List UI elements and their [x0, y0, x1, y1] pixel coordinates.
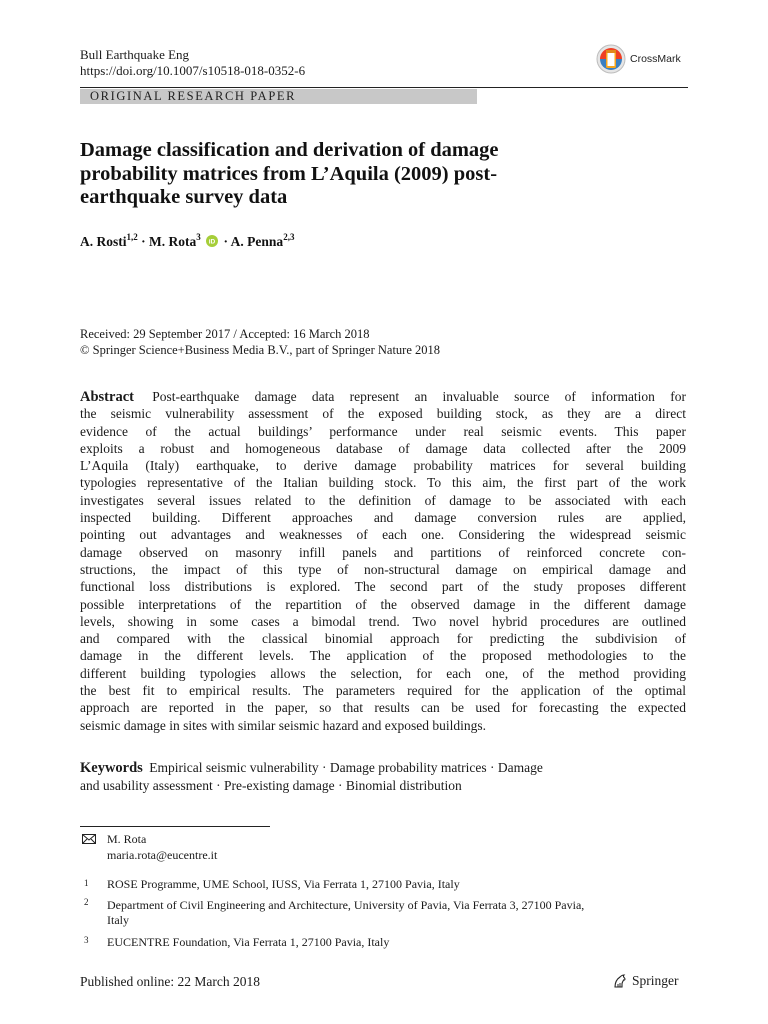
affiliation-number: 2: [84, 897, 89, 907]
author-separator: ·: [141, 234, 146, 249]
corresponding-author-name: M. Rota: [107, 832, 147, 846]
copyright-notice: © Springer Science+Business Media B.V., part of Springer Nature 2018: [80, 343, 441, 357]
keywords: [80, 759, 686, 795]
author-list: [80, 233, 294, 251]
publisher-name: Springer: [632, 973, 679, 988]
received-accepted-dates: Received: 29 September 2017 / Accepted: 16 March 2018: [80, 327, 370, 341]
abstract-line: [80, 388, 686, 405]
abstract-line: seismic damage in sites with similar seismic hazard and exposed buildings.: [80, 717, 487, 733]
abstract-line: different building typologies allows the selection, for each one, of the method providing: [80, 665, 686, 681]
affiliation-text: ROSE Programme, UME School, IUSS, Via Ferrata 1, 27100 Pavia, Italy: [107, 877, 460, 891]
affiliation-text: Italy: [107, 913, 129, 927]
paper-title: [80, 139, 640, 210]
abstract-line: damage in the different levels. The application of the proposed methodologies to the: [80, 648, 686, 664]
abstract-line: evidence of the actual buildings’ performance under real seismic events. This paper: [80, 423, 686, 439]
section-banner: ORIGINAL RESEARCH PAPER: [90, 89, 297, 103]
title-line: probability matrices from L’Aquila (2009) post-: [80, 162, 498, 185]
abstract-line: exploits a robust and homogeneous database of damage data collected after the 2009: [80, 440, 686, 456]
crossmark-badge[interactable]: [596, 44, 696, 74]
journal-name: Bull Earthquake Eng: [80, 47, 190, 62]
abstract-line: levels, showing in some cases a bimodal trend. Two novel hybrid procedures are outlined: [80, 613, 686, 629]
abstract-line: and compared with the classical binomial approach for predicting the subdivision of: [80, 631, 686, 647]
author-name[interactable]: M. Rota: [149, 234, 197, 249]
author-affiliation-sup: 2,3: [283, 232, 295, 242]
keywords-label: Keywords: [80, 760, 143, 776]
title-line: earthquake survey data: [80, 186, 288, 208]
author-name[interactable]: A. Rosti: [80, 234, 127, 249]
abstract-line: investigates several issues related to the definition of damage to be associated with each: [80, 492, 686, 508]
title-line: Damage classification and derivation of damage: [80, 139, 499, 161]
abstract-line: damage observed on masonry infill panels and partitions of reinforced concrete con-: [80, 544, 686, 560]
affiliation-text: Department of Civil Engineering and Architecture, University of Pavia, Via Ferrata 3, 27100 Pavia,: [107, 898, 585, 912]
abstract: [80, 388, 686, 734]
published-online-date: Published online: 22 March 2018: [80, 974, 260, 989]
crossmark-label: CrossMark: [630, 53, 681, 65]
abstract-line: possible interpretations of the repartition of the observed damage in the different damage: [80, 596, 686, 612]
author-affiliation-sup: 1,2: [126, 232, 138, 242]
corresponding-author-email[interactable]: maria.rota@eucentre.it: [107, 848, 218, 862]
keywords-line: [80, 759, 686, 777]
doi-link[interactable]: https://doi.org/10.1007/s10518-018-0352-6: [80, 63, 306, 78]
abstract-line: L’Aquila (Italy) earthquake, to derive damage probability matrices for several building: [80, 458, 686, 474]
abstract-line: the best fit to empirical results. The parameters required for the application of the optimal: [80, 683, 686, 699]
abstract-line: the seismic vulnerability assessment of the exposed building stock, as they are a direct: [80, 406, 686, 422]
affiliation-number: 3: [84, 935, 89, 945]
abstract-line: inspected building. Different approaches and damage conversion rules are applied,: [80, 510, 686, 526]
author-affiliation-sup: 3: [196, 232, 201, 242]
keywords-text: Empirical seismic vulnerability · Damage probability matrices · Damage: [149, 760, 543, 775]
abstract-line: structions, the impact of this type of non-structural damage on empirical damage and: [80, 561, 686, 577]
header-rule: [80, 87, 688, 88]
envelope-icon: [82, 834, 96, 844]
abstract-line: approach are reported in the paper, so that results can be used for forecasting the expected: [80, 700, 686, 716]
affiliation-text: EUCENTRE Foundation, Via Ferrata 1, 27100 Pavia, Italy: [107, 935, 390, 949]
keywords-line: and usability assessment · Pre-existing damage · Binomial distribution: [80, 778, 462, 793]
svg-text:iD: iD: [208, 238, 216, 246]
abstract-label: Abstract: [80, 389, 134, 405]
springer-logo: [612, 972, 679, 990]
crossmark-icon: [596, 44, 626, 74]
abstract-line: typologies representative of the Italian building stock. To this aim, the first part of the work: [80, 475, 686, 491]
springer-horse-icon: [612, 973, 628, 989]
orcid-icon[interactable]: [206, 235, 218, 247]
footnote-rule: [80, 826, 270, 827]
abstract-line: pointing out advantages and weaknesses of each one. Considering the widespread seismic: [80, 527, 686, 543]
author-separator: ·: [223, 234, 229, 249]
affiliation-number: 1: [84, 878, 89, 888]
author-name[interactable]: A. Penna: [230, 234, 284, 249]
abstract-text: Post-earthquake damage data represent an invaluable source of information for: [152, 389, 686, 404]
abstract-line: functional loss distributions is explored. The second part of the study proposes different: [80, 579, 686, 595]
